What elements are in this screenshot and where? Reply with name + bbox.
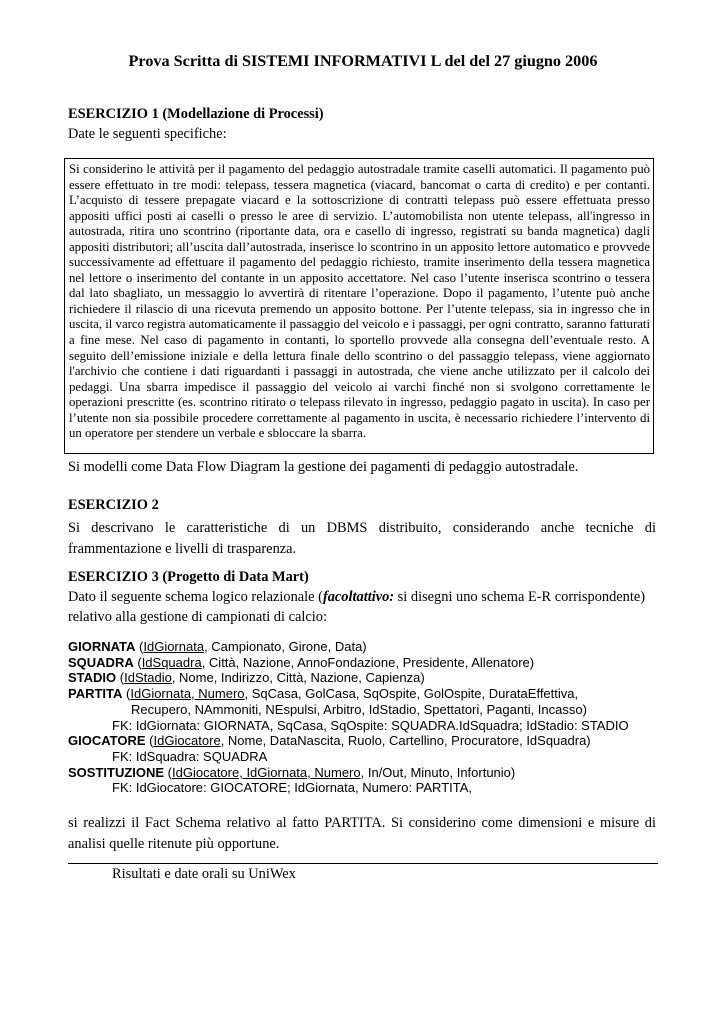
exercise-1-heading: ESERCIZIO 1 (Modellazione di Processi) (68, 106, 324, 122)
schema-sostituzione-fk: FK: IdGiocatore: GIOCATORE; IdGiornata, Numero: PARTITA, (112, 780, 473, 796)
divider (68, 863, 658, 864)
exercise-3-closing: si realizzi il Fact Schema relativo al fatto PARTITA. Si considerino come dimensioni e misure di analisi quelle ritenute più opportune. (68, 815, 656, 852)
schema-partita-continuation: Recupero, NAmmoniti, NEspulsi, Arbitro, IdStadio, Spettatori, Paganti, Incasso) (131, 701, 587, 717)
schema-table-giocatore: GIOCATORE (IdGiocatore, Nome, DataNascita, Ruolo, Cartellino, Procuratore, IdSquadra) (68, 733, 591, 749)
specification-box (64, 158, 654, 454)
exercise-2-text: Si descrivano le caratteristiche di un DBMS distribuito, considerando anche tecniche di frammentazione e livelli di trasparenza. (68, 520, 656, 557)
footer-note: Risultati e date orali su UniWex (112, 866, 296, 882)
schema-partita-fk: FK: IdGiornata: GIORNATA, SqCasa, SqOspite: SQUADRA.IdSquadra; IdStadio: STADIO (112, 717, 629, 733)
exercise-3-intro-cont: relativo alla gestione di campionati di calcio: (68, 609, 327, 625)
schema-table-sostituzione: SOSTITUZIONE (IdGiocatore, IdGiornata, Numero, In/Out, Minuto, Infortunio) (68, 764, 516, 780)
page-title: Prova Scritta di SISTEMI INFORMATIVI L del del 27 giugno 2006 (128, 52, 598, 70)
specification-text: Si considerino le attività per il pagamento del pedaggio autostradale tramite caselli automatici. Il pagamento può essere effettuato in tre modi: telepass, tessera magnetica (viacard, bancomat o carta di credito) e per contanti. L’acquisto di tessere prepagate viacard e la sottoscrizione di contratti telepass può essere effettuata presso appositi uffici posti ai caselli o presso le aree di servizio. L’automobilista non utente telepass, all'ingresso in autostrada, ritira uno scontrino (riportante data, ora e casello di ingresso, registrati su banda magnetica) dagli appositi distributori; all’uscita dall’autostrada, inserisce lo scontrino in un apposito lettore automatico e provvede successivamente ad effettuare il pagamento del pedaggio richiesto, tramite inserimento della tessera magnetica nel lettore o inserimento del contante in un apposito accettatore. Nel caso l’utente inserisca scontrino o tessera dal lato sbagliato, un messaggio lo avvertirà di ritentare l’operazione. Dopo il pagamento, l’utente può anche richiedere il rilascio di una ricevuta premendo un apposito bottone. Per l’utente telepass, sia in ingresso che in uscita, il varco registra automaticamente il passaggio del veicolo e i passaggi, per ogni contratto, saranno fatturati a fine mese. Nel caso di pagamento in contanti, lo sportello provvede alla consegna dell’eventuale resto. A seguito dell’emissione iniziale e della lettura finale dello scontrino o del passaggio telepass, viene aggiornato l'archivio che contiene i dati riguardanti i passaggi in autostrada, che viene anche utilizzato per il calcolo dei pedaggi. Una sbarra impedisce il passaggio del veicolo ai varchi finché non si svolgono correttamente le operazioni prescritte (es. scontrino ritirato o telepass rilevato in ingresso, pedaggio pagato in uscita). In caso per l’utente non sia possibile procedere correttamente al pagamento in uscita, è necessario richiedere l’intervento di un operatore per stendere un verbale e sbloccare la sbarra. (69, 162, 650, 441)
schema-table-partita: PARTITA (IdGiornata, Numero, SqCasa, GolCasa, SqOspite, GolOspite, DurataEffettiva, (68, 686, 579, 702)
exercise-3-heading: ESERCIZIO 3 (Progetto di Data Mart) (68, 569, 309, 585)
exercise-1-intro: Date le seguenti specifiche: (68, 126, 227, 142)
exercise-3-intro: Dato il seguente schema logico relazionale (facoltattivo: si disegni uno schema E-R corrispondente) (68, 589, 646, 605)
schema-table-squadra: SQUADRA (IdSquadra, Città, Nazione, AnnoFondazione, Presidente, Allenatore) (68, 654, 535, 670)
schema-table-giornata: GIORNATA (IdGiornata, Campionato, Girone, Data) (68, 639, 367, 654)
relational-schema (68, 639, 668, 796)
exercise-1-task: Si modelli come Data Flow Diagram la gestione dei pagamenti di pedaggio autostradale. (68, 459, 579, 475)
schema-table-stadio: STADIO (IdStadio, Nome, Indirizzo, Città, Nazione, Capienza) (68, 670, 425, 686)
schema-giocatore-fk: FK: IdSquadra: SQUADRA (112, 748, 268, 764)
exercise-2-heading: ESERCIZIO 2 (68, 497, 159, 513)
